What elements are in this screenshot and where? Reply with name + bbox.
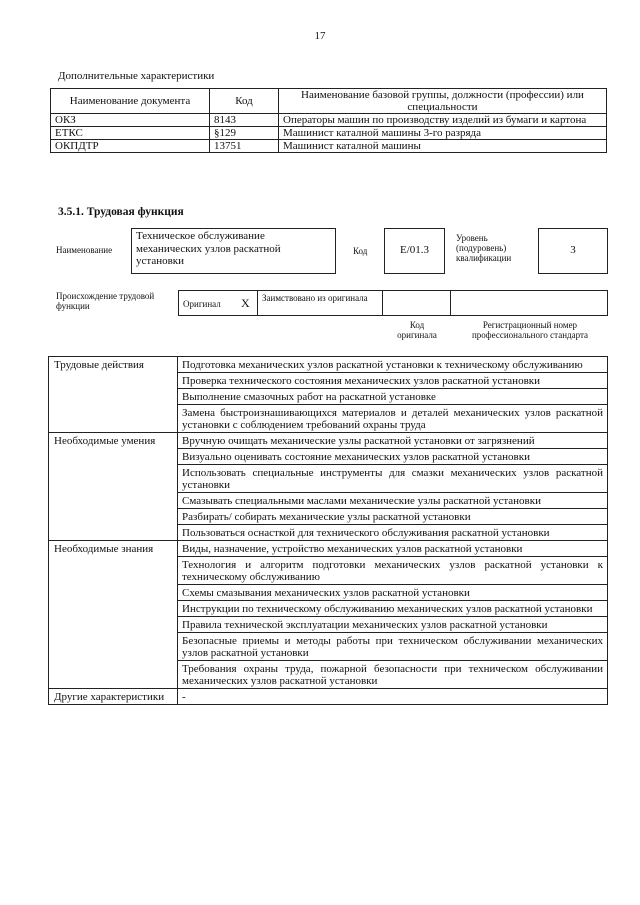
labor-function-table (48, 356, 608, 705)
header-group-name: Наименование базовой группы, должности (профессии) или специальности (279, 89, 607, 114)
cell-group-name: Машинист каталной машины 3-го разряда (279, 127, 607, 140)
header-code: Код (210, 89, 279, 114)
name-label: Наименование (56, 245, 113, 255)
cell-group-name: Машинист каталной машины (279, 140, 607, 153)
list-item: Инструкции по техническому обслуживанию механических узлов раскатной установки (178, 601, 608, 617)
table-header-row (51, 89, 607, 114)
list-item: Подготовка механических узлов раскатной установки к техническому обслуживанию (178, 357, 608, 373)
original-mark: X (241, 296, 250, 310)
original-code-cell (382, 290, 451, 316)
cell-code: 8143 (210, 114, 279, 127)
list-item: Требования охраны труда, пожарной безопасности при техническом обслуживании механических узлов раскатной установки (178, 661, 608, 689)
code-box (384, 228, 445, 274)
code-value: E/01.3 (399, 244, 430, 256)
function-name-box (131, 228, 336, 274)
cell-document: ЕТКС (51, 127, 210, 140)
list-item: Схемы смазывания механических узлов раскатной установки (178, 585, 608, 601)
list-item: Виды, назначение, устройство механических узлов раскатной установки (178, 541, 608, 557)
borrowed-label: Заимствовано из оригинала (262, 293, 368, 303)
category-required-knowledge: Необходимые знания (49, 541, 178, 689)
cell-code: §129 (210, 127, 279, 140)
function-name-value: Техническое обслуживание механических узлов раскатной установки (136, 230, 281, 267)
list-item: Разбирать/ собирать механические узлы раскатной установки (178, 509, 608, 525)
list-item: Замена быстроизнашивающихся материалов и деталей механических узлов раскатной установки с соблюдением требований охраны труда (178, 405, 608, 433)
original-cell (178, 290, 258, 316)
category-labor-actions: Трудовые действия (49, 357, 178, 433)
list-item: Визуально оценивать состояние механических узлов раскатной установки (178, 449, 608, 465)
table-row (49, 689, 608, 705)
cell-document: ОКЗ (51, 114, 210, 127)
table-row (51, 114, 607, 127)
list-item: Технология и алгоритм подготовки механических узлов раскатной установки к техническому обслуживанию (178, 557, 608, 585)
section-title: 3.5.1. Трудовая функция (58, 206, 184, 218)
code-caption: Код оригинала (397, 320, 437, 340)
registration-number-cell (450, 290, 608, 316)
cell-code: 13751 (210, 140, 279, 153)
page-number: 17 (314, 30, 326, 42)
category-other-characteristics: Другие характеристики (49, 689, 178, 705)
list-item: Пользоваться оснасткой для технического обслуживания раскатной установки (178, 525, 608, 541)
cell-document: ОКПДТР (51, 140, 210, 153)
table-row (49, 357, 608, 373)
original-label: Оригинал (183, 299, 221, 309)
list-item: Вручную очищать механические узлы раскатной установки от загрязнений (178, 433, 608, 449)
code-label: Код (353, 246, 368, 256)
level-value: 3 (570, 244, 576, 256)
header-document: Наименование документа (51, 89, 210, 114)
level-label: Уровень (подуровень) квалификации (456, 233, 512, 263)
list-item: Безопасные приемы и методы работы при техническом обслуживании механических узлов раскатной установки (178, 633, 608, 661)
registration-caption: Регистрационный номер профессионального стандарта (471, 320, 589, 340)
table-row (49, 433, 608, 449)
borrowed-cell (257, 290, 383, 316)
list-item: - (178, 689, 608, 705)
table-row (51, 127, 607, 140)
additional-characteristics-title: Дополнительные характеристики (58, 70, 215, 82)
list-item: Правила технической эксплуатации механических узлов раскатной установки (178, 617, 608, 633)
table-row (49, 541, 608, 557)
list-item: Проверка технического состояния механических узлов раскатной установки (178, 373, 608, 389)
cell-group-name: Операторы машин по производству изделий из бумаги и картона (279, 114, 607, 127)
list-item: Выполнение смазочных работ на раскатной установке (178, 389, 608, 405)
list-item: Использовать специальные инструменты для смазки механических узлов раскатной установки (178, 465, 608, 493)
table-row (51, 140, 607, 153)
list-item: Смазывать специальными маслами механические узлы раскатной установки (178, 493, 608, 509)
origin-label: Происхождение трудовой функции (56, 291, 155, 311)
category-required-skills: Необходимые умения (49, 433, 178, 541)
level-box (538, 228, 608, 274)
additional-characteristics-table (50, 88, 607, 153)
